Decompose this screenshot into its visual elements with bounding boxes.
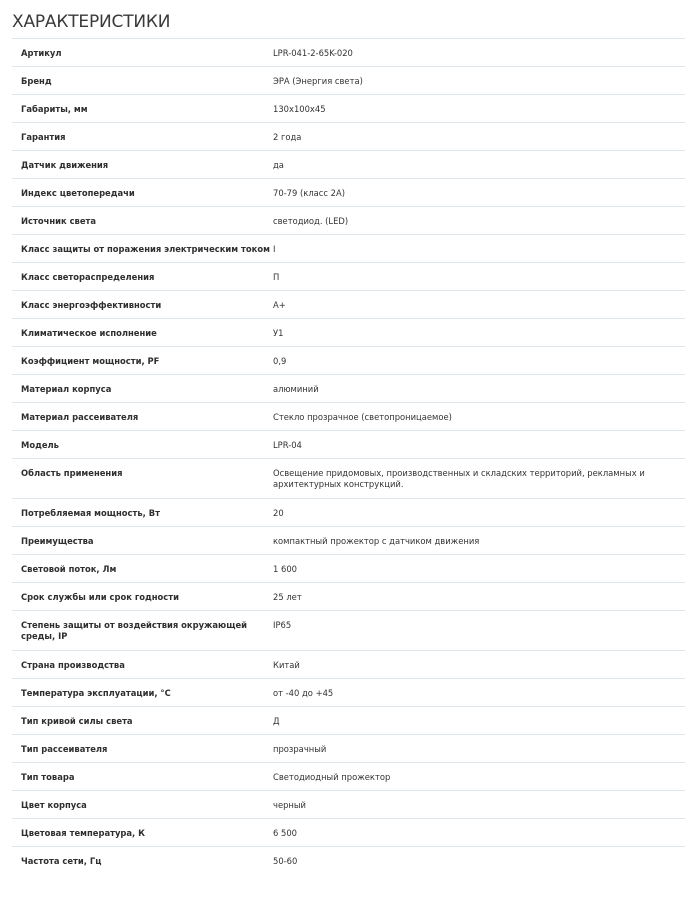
spec-value: ЭРА (Энергия света): [273, 76, 363, 86]
spec-label: Страна производства: [21, 660, 125, 670]
spec-label: Температура эксплуатации, °C: [21, 688, 171, 698]
spec-row-body-color: [12, 791, 685, 819]
spec-label: Климатическое исполнение: [21, 328, 157, 338]
spec-value: 6 500: [273, 828, 297, 838]
spec-label: Модель: [21, 440, 59, 450]
spec-value: LPR-041-2-65K-020: [273, 48, 353, 58]
spec-row-power: [12, 499, 685, 527]
spec-row-ip-rating: [12, 611, 685, 651]
spec-row-country: [12, 651, 685, 679]
spec-label: Гарантия: [21, 132, 66, 142]
spec-label: Бренд: [21, 76, 52, 86]
spec-label: Тип рассеивателя: [21, 744, 108, 754]
spec-value: A+: [273, 300, 286, 310]
spec-label: Коэффициент мощности, PF: [21, 356, 160, 366]
spec-label: Класс светораспределения: [21, 272, 155, 282]
spec-label: Срок службы или срок годности: [21, 592, 179, 602]
spec-row-diffuser-material: [12, 403, 685, 431]
spec-value: 70-79 (класс 2А): [273, 188, 346, 198]
spec-value: Стекло прозрачное (светопроницаемое): [273, 412, 452, 422]
spec-label: Артикул: [21, 48, 62, 58]
spec-row-light-distribution-class: [12, 263, 685, 291]
spec-value: 130x100x45: [273, 104, 326, 114]
spec-row-luminous-flux: [12, 555, 685, 583]
spec-label: Габариты, мм: [21, 104, 88, 114]
spec-value: 1 600: [273, 564, 297, 574]
spec-label: Тип товара: [21, 772, 75, 782]
spec-label: Класс защиты от поражения электрическим током: [21, 244, 270, 254]
spec-row-energy-class: [12, 291, 685, 319]
spec-row-dimensions: [12, 95, 685, 123]
spec-row-frequency: [12, 847, 685, 875]
spec-value: Китай: [273, 660, 300, 670]
spec-label: Цветовая температура, К: [21, 828, 145, 838]
spec-label: Частота сети, Гц: [21, 856, 102, 866]
spec-value: 20: [273, 508, 284, 518]
spec-value: алюминий: [273, 384, 319, 394]
spec-value: черный: [273, 800, 306, 810]
spec-value: светодиод. (LED): [273, 216, 349, 226]
spec-label: Материал рассеивателя: [21, 412, 139, 422]
spec-row-motion-sensor: [12, 151, 685, 179]
spec-label: Цвет корпуса: [21, 800, 87, 810]
spec-row-brand: [12, 67, 685, 95]
spec-value: Светодиодный прожектор: [273, 772, 391, 782]
spec-value: IP65: [273, 620, 292, 630]
spec-value: 50-60: [273, 856, 298, 866]
spec-row-climate: [12, 319, 685, 347]
spec-row-color-temperature: [12, 819, 685, 847]
spec-row-intensity-curve: [12, 707, 685, 735]
spec-value: 2 года: [273, 132, 302, 142]
spec-row-application: [12, 459, 685, 499]
spec-row-model: [12, 431, 685, 459]
spec-row-product-type: [12, 763, 685, 791]
spec-label: Класс энергоэффективности: [21, 300, 162, 310]
spec-value: I: [273, 244, 276, 254]
spec-row-advantages: [12, 527, 685, 555]
spec-value: от -40 до +45: [273, 688, 334, 698]
spec-label: Тип кривой силы света: [21, 716, 133, 726]
spec-value: У1: [273, 328, 284, 338]
page-title: ХАРАКТЕРИСТИКИ: [12, 12, 171, 32]
spec-value: Освещение придомовых, производственных и складских территорий, рекламных и архитектурных конструкций.: [273, 468, 645, 489]
spec-value: прозрачный: [273, 744, 327, 754]
spec-label: Преимущества: [21, 536, 94, 546]
spec-value: 25 лет: [273, 592, 302, 602]
spec-value: Д: [273, 716, 280, 726]
spec-value: да: [273, 160, 284, 170]
spec-value: LPR-04: [273, 440, 302, 450]
spec-label: Датчик движения: [21, 160, 109, 170]
spec-row-warranty: [12, 123, 685, 151]
spec-label: Степень защиты от воздействия окружающей среды, IP: [21, 620, 247, 641]
spec-row-cri: [12, 179, 685, 207]
spec-row-body-material: [12, 375, 685, 403]
spec-label: Источник света: [21, 216, 97, 226]
specs-table: [12, 38, 685, 875]
spec-label: Световой поток, Лм: [21, 564, 117, 574]
spec-label: Потребляемая мощность, Вт: [21, 508, 160, 518]
spec-value: 0,9: [273, 356, 287, 366]
spec-row-light-source: [12, 207, 685, 235]
spec-row-power-factor: [12, 347, 685, 375]
spec-label: Материал корпуса: [21, 384, 112, 394]
spec-row-service-life: [12, 583, 685, 611]
spec-row-electric-protection-class: [12, 235, 685, 263]
spec-label: Индекс цветопередачи: [21, 188, 135, 198]
spec-label: Область применения: [21, 468, 123, 478]
spec-row-operating-temperature: [12, 679, 685, 707]
spec-row-diffuser-type: [12, 735, 685, 763]
spec-value: компактный прожектор с датчиком движения: [273, 536, 480, 546]
spec-value: П: [273, 272, 280, 282]
spec-row-article: [12, 39, 685, 67]
